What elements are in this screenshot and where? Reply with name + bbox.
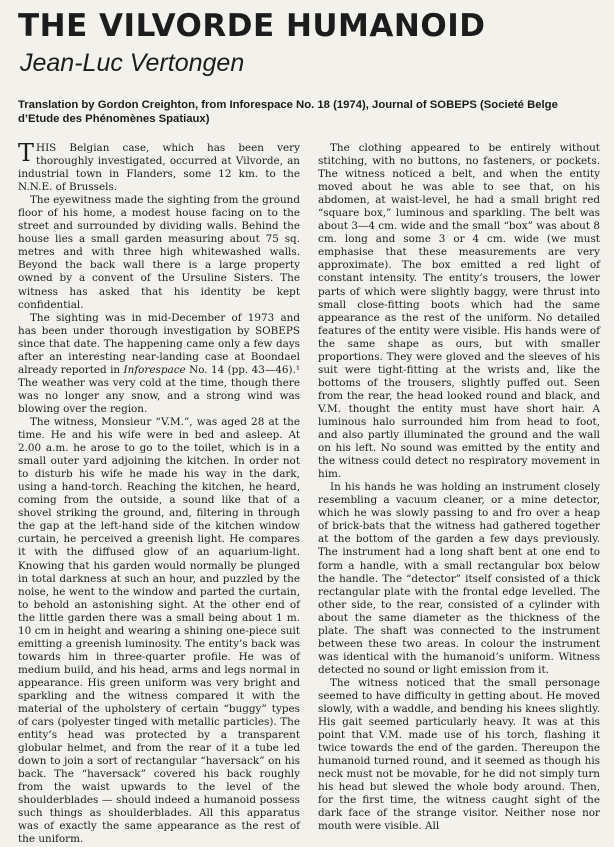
author-name: Jean-Luc Vertongen — [20, 49, 245, 77]
journal-name: Inforespace — [123, 363, 186, 376]
paragraph-text: No. 14 (pp. 43—46).¹ The weather was very cold at the time, though there was no longer any snow, and a strong wind was blowing over the region. — [18, 363, 300, 415]
paragraph: In his hands he was holding an instrument closely resembling a vacuum cleaner, or a mine detector, which he was slowly passing to and fro over a heap of brick-bats that the witness had gathered together at the bottom of the garden a few days previously. The instrument had a long shaft bent at one end to form a handle, with a small rectangular box below the handle. The “detector” itself consisted of a thick rectangular plate with the frontal edge levelled. The other side, to the rear, consisted of a cylinder with about the same diameter as the thickness of the plate. The shaft was connected to the instrument between these two areas. In colour the instrument was identical with the humanoid’s uniform. Witness detected no sound or light emission from it. — [318, 481, 600, 676]
paragraph-text: The sighting was in mid-December of 1973 and has been under thorough investigation by SOBEPS since that date. The happening came only a few days after an interesting near-landing case at Boondael already reported in — [18, 311, 300, 376]
paragraph: The witness, Monsieur “V.M.”, was aged 28 at the time. He and his wife were in bed and asleep. At 2.00 a.m. he arose to go to the toilet, which is in a small outer yard adjoining the kitchen. In order not to disturb his wife he made his way in the dark, using a hand-torch. Reaching the kitchen, he heard, coming from the outside, a sound like that of a shovel striking the ground, and, filtering in through the gap at the left-hand side of the kitchen window curtain, he perceived a greenish light. He compares it with the diffused glow of an aquarium-light. Knowing that his garden would normally be plunged in total darkness at such an hour, and puzzled by the noise, he went to the window and parted the curtain, to behold an astonishing sight. At the other end of the little garden there was a small being about 1 m. 10 cm in height and wearing a shining one-piece suit emitting a greenish luminosity. The entity’s back was towards him in three-quarter profile. He was of medium build, and his head, arms and legs normal in appearance. His green uniform was very bright and sparkling and the witness compared it with the material of the upholstery of certain “buggy” types of cars (polyester tinged with metallic particles). The entity’s head was protected by a transparent globular helmet, and from the rear of it a tube led down to join a sort of rectangular “haversack” on his back. The “haversack” covered his back roughly from the waist upwards to the level of the shoulderblades — should indeed a humanoid possess such things as shoulderblades. All this apparatus was of exactly the same appearance as the rest of the uniform. — [18, 415, 300, 846]
drop-cap: T — [18, 139, 35, 167]
paragraph: The witness noticed that the small personage seemed to have difficulty in getting about. He moved slowly, with a waddle, and bending his knees slightly. His gait seemed particularly heavy. It was at this point that V.M. made use of his torch, flashing it twice towards the end of the garden. Thereupon the humanoid turned round, and it seemed as though his neck must not be movable, for he did not simply turn his head but slewed the whole body around. Then, for the first time, the witness caught sight of the dark face of the strange visitor. Neither nose nor mouth were visible. All — [318, 676, 600, 833]
article-body — [18, 139, 600, 847]
paragraph — [18, 312, 300, 416]
column-left — [18, 139, 300, 847]
paragraph: The clothing appeared to be entirely without stitching, with no buttons, no fasteners, or pockets. The witness noticed a belt, and when the entity moved about he was able to see that, on his abdomen, at waist-level, he had a small bright red “square box,” luminous and sparkling. The belt was about 3—4 cm. wide and the small “box” was about 8 cm. long and some 3 or 4 cm. wide (we must emphasise that these measurements are very approximate). The box emitted a red light of constant intensity. The entity’s trousers, the lower parts of which were slightly baggy, were thrust into small close-fitting boots which had the same appearance as the rest of the uniform. No detailed features of the entity were visible. His hands were of the same shape as ours, but with smaller proportions. They were gloved and the sleeves of his suit were tight-fitting at the wrists and, like the bottoms of the trousers, slightly puffed out. Seen from the rear, the head looked round and black, and V.M. thought the entity must have short hair. A luminous halo surrounded him from head to foot, and also partly illuminated the ground and the wall on his left. No sound was emitted by the entity and the witness could detect no respiratory movement in him. — [318, 142, 600, 481]
paragraph — [18, 139, 300, 194]
column-right — [318, 142, 600, 847]
paragraph-text: HIS Belgian case, which has been very thoroughly investigated, occurred at Vilvorde, an industrial town in Flanders, some 12 km. to the N.N.E. of Brussels. — [18, 142, 300, 194]
paragraph: The eyewitness made the sighting from the ground floor of his home, a modest house facing on to the street and surrounded by dividing walls. Behind the house lies a small garden measuring about 75 sq. metres and with three high whitewashed walls. Beyond the back wall there is a large property owned by a convent of the Ursuline Sisters. The witness has asked that his identity be kept confidential. — [18, 194, 300, 311]
translation-note: Translation by Gordon Creighton, from Inforespace No. 18 (1974), Journal of SOBEPS (Societé Belge d’Etude des Phénomènes Spatiaux) — [18, 99, 558, 125]
article-title: THE VILVORDE HUMANOID — [18, 8, 486, 44]
